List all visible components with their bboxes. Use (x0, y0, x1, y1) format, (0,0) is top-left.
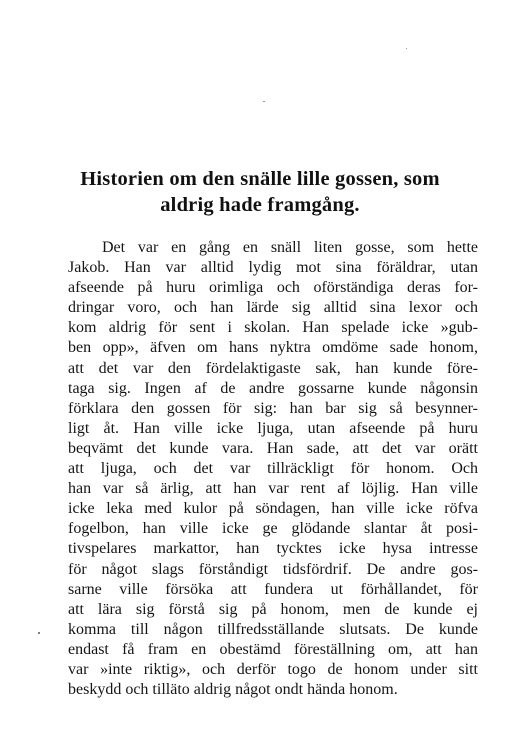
print-speck (406, 48, 407, 49)
text-line: ben opp», äfven om hans nyktra omdöme sade honom, (68, 339, 478, 357)
text-line: icke leka med kulor på söndagen, han ville icke röfva (68, 500, 478, 518)
text-line: sarne ville försöka att fundera ut förhållandet, för (68, 580, 478, 598)
chapter-title (55, 166, 465, 218)
text-line: komma till någon tillfredsställande slutsats. De kunde (68, 620, 478, 638)
text-line: afseende på huru orimliga och oförständiga deras for- (68, 279, 478, 297)
text-line: var »inte riktig», och derför togo de honom under sitt (68, 660, 478, 678)
text-line: fogelbon, han ville icke ge glödande slantar åt posi- (68, 520, 478, 538)
text-line: tivspelares markattor, han tycktes icke hysa intresse (68, 540, 478, 558)
chapter-title-line-1: Historien om den snälle lille gossen, som (80, 168, 440, 190)
text-line: att det var den fördelaktigaste sak, han kunde före- (68, 359, 478, 377)
text-line: Jakob. Han var alltid lydig mot sina föräldrar, utan (68, 259, 478, 277)
text-line: beskydd och tilläto aldrig något ondt hända honom. (68, 681, 398, 699)
text-line: beqvämt det kunde vara. Han sade, att det var orätt (68, 439, 478, 457)
text-line: endast få fram en obestämd föreställning om, att han (68, 640, 478, 658)
text-line: dringar voro, och han lärde sig alltid sina lexor och (68, 299, 478, 317)
print-speck (263, 101, 265, 102)
text-line: Det var en gång en snäll liten gosse, som hette (102, 239, 478, 256)
text-line: för något slags förståndigt tidsfördrif. De andre gos- (68, 560, 478, 578)
text-line: ligt åt. Han ville icke ljuga, utan afseende på huru (68, 419, 478, 437)
print-speck (38, 632, 40, 634)
chapter-title-line-2: aldrig hade framgång. (160, 194, 360, 216)
body-paragraph (68, 238, 478, 700)
text-line: han var så ärlig, att han var rent af löjlig. Han ville (68, 480, 478, 498)
text-line: förklara den gossen för sig: han bar sig så besynner- (68, 399, 478, 417)
text-line: att lära sig förstå sig på honom, men de kunde ej (68, 600, 478, 618)
text-line: att ljuga, och det var tillräckligt för honom. Och (68, 460, 478, 478)
text-line: kom aldrig för sent i skolan. Han spelade icke »gub- (68, 319, 478, 337)
text-line: taga sig. Ingen af de andre gossarne kunde någonsin (68, 379, 478, 397)
